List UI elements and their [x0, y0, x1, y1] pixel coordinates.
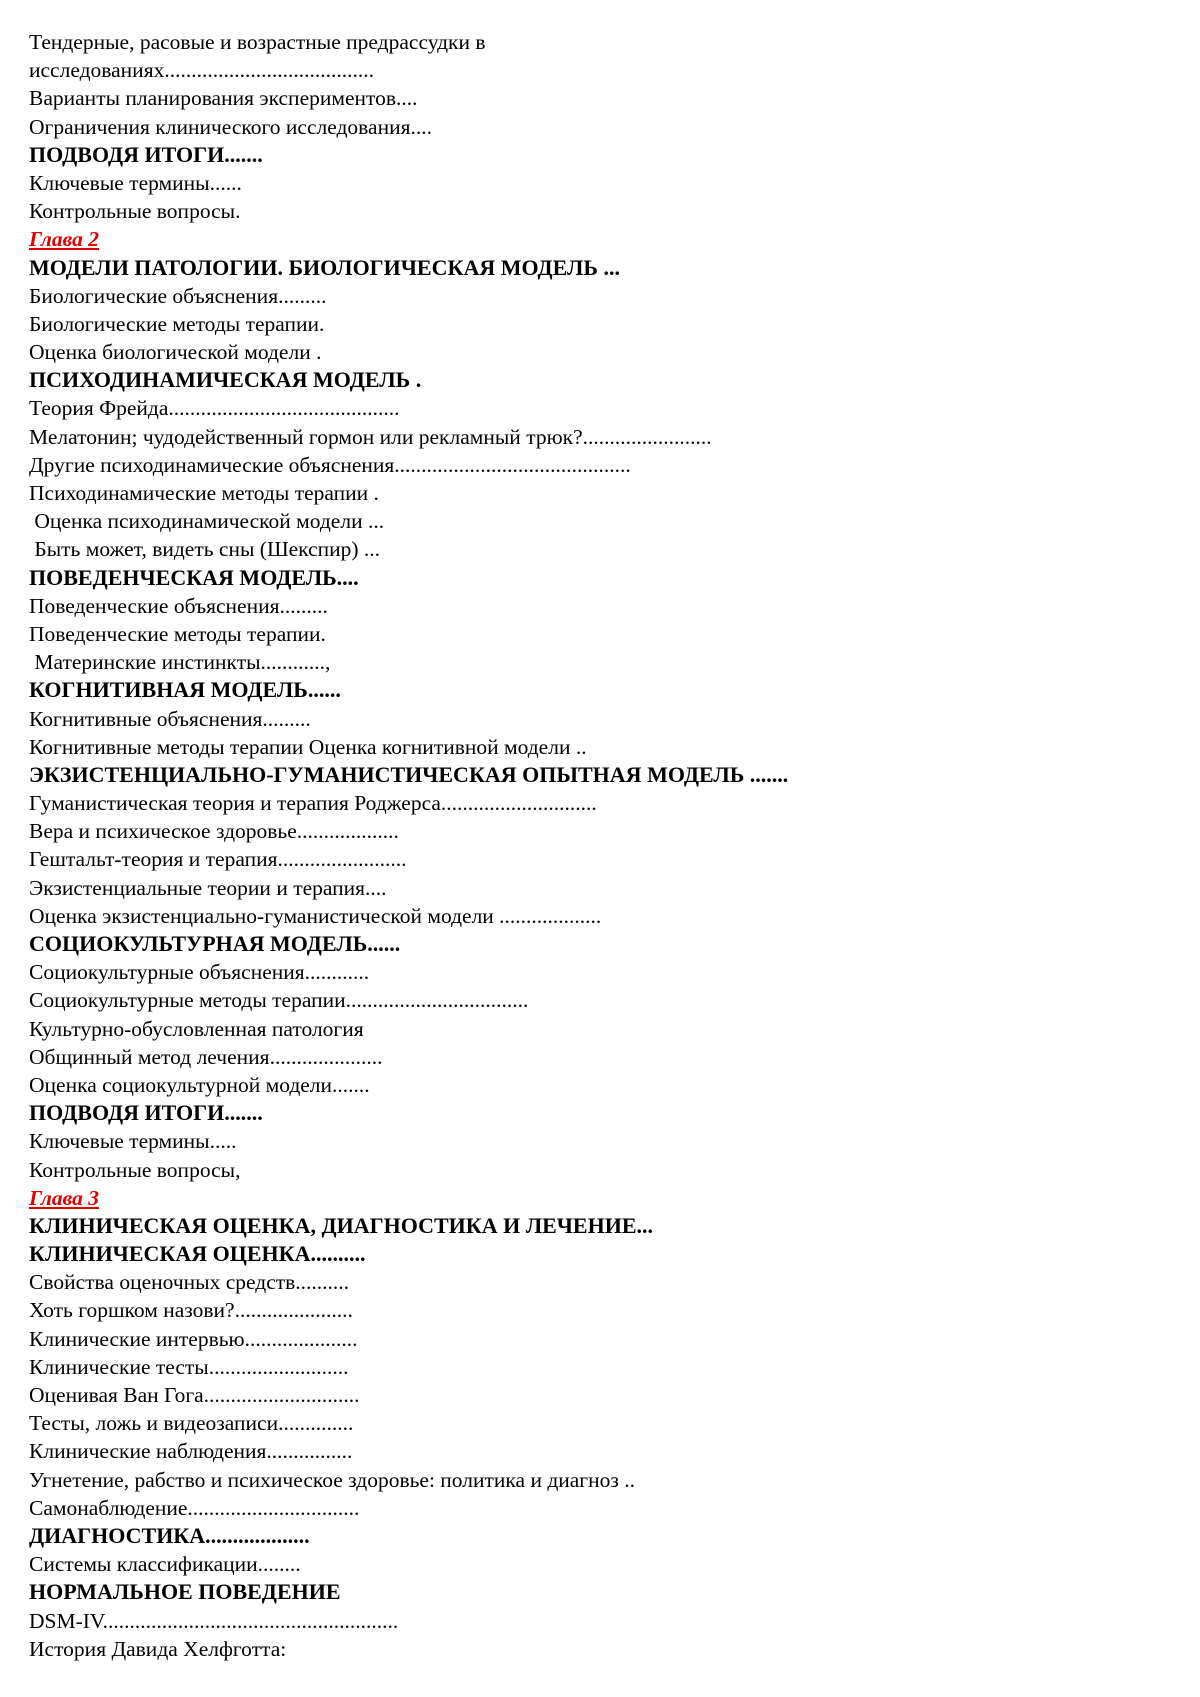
chapter-link[interactable]: Глава 3: [29, 1184, 1179, 1212]
toc-entry: Клинические тесты..........................: [29, 1353, 1179, 1381]
toc-entry: Оценка экзистенциально-гуманистической модели ...................: [29, 902, 1179, 930]
toc-entry: Общинный метод лечения.....................: [29, 1043, 1179, 1071]
chapter-link[interactable]: Глава 2: [29, 225, 1179, 253]
toc-entry: Угнетение, рабство и психическое здоровье: политика и диагноз ..: [29, 1466, 1179, 1494]
toc-entry: Гуманистическая теория и терапия Роджерса.............................: [29, 789, 1179, 817]
toc-entry: Биологические методы терапии.: [29, 310, 1179, 338]
toc-entry: История Давида Хелфготта:: [29, 1635, 1179, 1663]
toc-entry: Теория Фрейда...........................................: [29, 394, 1179, 422]
section-heading: ПОВЕДЕНЧЕСКАЯ МОДЕЛЬ....: [29, 564, 1179, 592]
toc-entry: Экзистенциальные теории и терапия....: [29, 874, 1179, 902]
toc-entry: Поведенческие объяснения.........: [29, 592, 1179, 620]
toc-entry: Ключевые термины......: [29, 169, 1179, 197]
section-heading: КЛИНИЧЕСКАЯ ОЦЕНКА..........: [29, 1240, 1179, 1268]
section-heading: КЛИНИЧЕСКАЯ ОЦЕНКА, ДИАГНОСТИКА И ЛЕЧЕНИЕ...: [29, 1212, 1179, 1240]
toc-entry: Контрольные вопросы.: [29, 197, 1179, 225]
toc-entry: Поведенческие методы терапии.: [29, 620, 1179, 648]
section-heading: МОДЕЛИ ПАТОЛОГИИ. БИОЛОГИЧЕСКАЯ МОДЕЛЬ ...: [29, 254, 1179, 282]
toc-entry: Оценка социокультурной модели.......: [29, 1071, 1179, 1099]
toc-entry: Ключевые термины.....: [29, 1127, 1179, 1155]
section-heading: ПОДВОДЯ ИТОГИ.......: [29, 141, 1179, 169]
section-heading: ПСИХОДИНАМИЧЕСКАЯ МОДЕЛЬ .: [29, 366, 1179, 394]
toc-entry: Социокультурные объяснения............: [29, 958, 1179, 986]
toc-entry: Другие психодинамические объяснения............................................: [29, 451, 1179, 479]
section-heading: ЭКЗИСТЕНЦИАЛЬНО-ГУМАНИСТИЧЕСКАЯ ОПЫТНАЯ МОДЕЛЬ .......: [29, 761, 1179, 789]
toc-entry: Оценивая Ван Гога.............................: [29, 1381, 1179, 1409]
toc-entry: Когнитивные методы терапии Оценка когнитивной модели ..: [29, 733, 1179, 761]
section-heading: КОГНИТИВНАЯ МОДЕЛЬ......: [29, 676, 1179, 704]
toc-entry: Тесты, ложь и видеозаписи..............: [29, 1409, 1179, 1437]
toc-entry: Мелатонин; чудодейственный гормон или рекламный трюк?........................: [29, 423, 1179, 451]
toc-entry: Системы классификации........: [29, 1550, 1179, 1578]
toc-entry: Быть может, видеть сны (Шекспир) ...: [29, 535, 1179, 563]
toc-entry: Варианты планирования экспериментов....: [29, 84, 1179, 112]
toc-entry: Материнские инстинкты............,: [29, 648, 1179, 676]
toc-entry: Социокультурные методы терапии..................................: [29, 986, 1179, 1014]
toc-entry: DSM-IV.......................................................: [29, 1607, 1179, 1635]
toc-entry: Психодинамические методы терапии .: [29, 479, 1179, 507]
toc-entry: Гештальт-теория и терапия........................: [29, 845, 1179, 873]
table-of-contents: [29, 28, 1179, 1663]
toc-entry: Тендерные, расовые и возрастные предрассудки в: [29, 28, 1179, 56]
section-heading: ДИАГНОСТИКА...................: [29, 1522, 1179, 1550]
toc-entry: Клинические наблюдения................: [29, 1437, 1179, 1465]
section-heading: НОРМАЛЬНОЕ ПОВЕДЕНИЕ: [29, 1578, 1179, 1606]
toc-entry: Контрольные вопросы,: [29, 1156, 1179, 1184]
toc-entry: Клинические интервью.....................: [29, 1325, 1179, 1353]
toc-entry: Оценка психодинамической модели ...: [29, 507, 1179, 535]
section-heading: СОЦИОКУЛЬТУРНАЯ МОДЕЛЬ......: [29, 930, 1179, 958]
toc-entry: Вера и психическое здоровье...................: [29, 817, 1179, 845]
toc-entry: Самонаблюдение................................: [29, 1494, 1179, 1522]
toc-entry: Когнитивные объяснения.........: [29, 705, 1179, 733]
toc-entry: Оценка биологической модели .: [29, 338, 1179, 366]
toc-entry: Биологические объяснения.........: [29, 282, 1179, 310]
toc-entry: Свойства оценочных средств..........: [29, 1268, 1179, 1296]
toc-entry: Ограничения клинического исследования....: [29, 113, 1179, 141]
toc-entry: Хоть горшком назови?......................: [29, 1296, 1179, 1324]
toc-entry: Культурно-обусловленная патология: [29, 1015, 1179, 1043]
toc-entry: исследованиях.......................................: [29, 56, 1179, 84]
section-heading: ПОДВОДЯ ИТОГИ.......: [29, 1099, 1179, 1127]
